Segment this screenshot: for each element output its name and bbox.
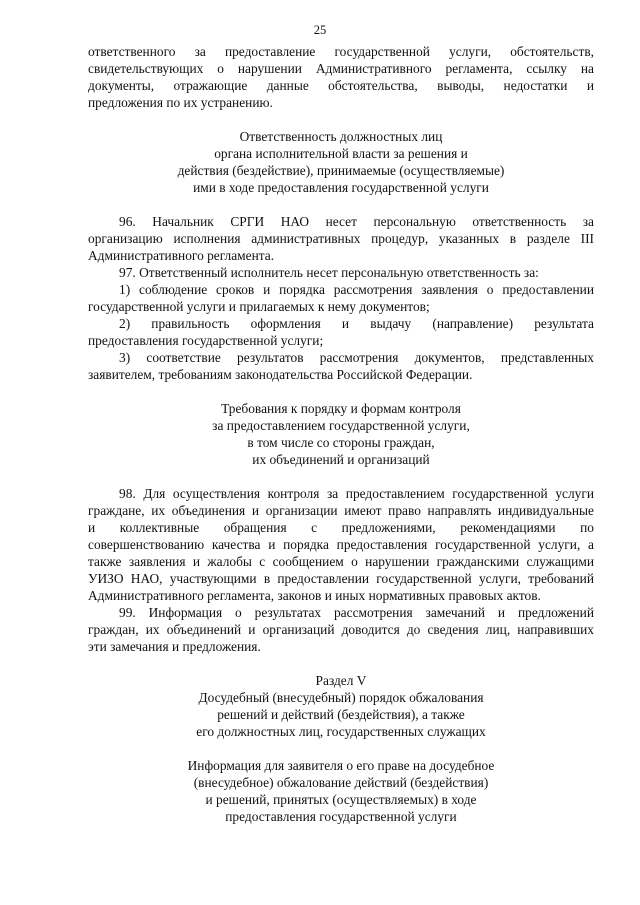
text-line: граждане, их объединения и организации имеют право направлять индивидуальные bbox=[88, 503, 594, 518]
heading-line: за предоставлением государственной услуги, bbox=[212, 418, 470, 433]
text-line: заявителем, требованиям законодательства Российской Федерации. bbox=[88, 367, 473, 382]
text-line: 97. Ответственный исполнитель несет персональную ответственность за: bbox=[119, 265, 539, 280]
heading-line: решений и действий (бездействия), а также bbox=[217, 707, 465, 722]
text-line: граждан, их объединений и организаций доводится до сведения лиц, направивших bbox=[88, 622, 594, 637]
heading-line: Информация для заявителя о его праве на досудебное bbox=[187, 758, 495, 773]
text-line: эти замечания и предложения. bbox=[88, 639, 261, 654]
text-line: государственной услуги и прилагаемых к нему документов; bbox=[88, 299, 430, 314]
heading-line: и решений, принятых (осуществляемых) в ходе bbox=[205, 792, 477, 807]
heading-line: Требования к порядку и формам контроля bbox=[221, 401, 461, 416]
text-line: Административного регламента. bbox=[88, 248, 275, 263]
heading-line: предоставления государственной услуги bbox=[225, 809, 457, 824]
heading-line: Раздел V bbox=[315, 673, 367, 688]
text-line: 98. Для осуществления контроля за предоставлением государственной услуги bbox=[119, 486, 594, 501]
text-line: ответственного за предоставление государственной услуги, обстоятельств, bbox=[88, 44, 594, 59]
text-line: и коллективные обращения с предложениями, рекомендациями по bbox=[88, 520, 594, 535]
text-line: УИЗО НАО, участвующими в предоставлении государственной услуги, требований bbox=[88, 571, 594, 586]
text-line: совершенствованию качества и порядка предоставления государственной услуги, а bbox=[88, 537, 594, 552]
heading-line: органа исполнительной власти за решения и bbox=[214, 146, 468, 161]
heading-line: его должностных лиц, государственных служащих bbox=[196, 724, 486, 739]
text-line: предложения по их устранению. bbox=[88, 95, 273, 110]
page-number: 25 bbox=[313, 23, 327, 37]
text-line: 1) соблюдение сроков и порядка рассмотрения заявления о предоставлении bbox=[119, 282, 594, 297]
text-line: Административного регламента, законов и иных нормативных правовых актов. bbox=[88, 588, 541, 603]
text-line: также заявления и жалобы с сообщением о нарушении гражданскими служащими bbox=[88, 554, 594, 569]
heading-line: действия (бездействие), принимаемые (осуществляемые) bbox=[177, 163, 505, 178]
heading-line: Досудебный (внесудебный) порядок обжалования bbox=[198, 690, 484, 705]
heading-line: (внесудебное) обжалование действий (бездействия) bbox=[193, 775, 489, 790]
heading-line: в том числе со стороны граждан, bbox=[247, 435, 435, 450]
heading-line: ими в ходе предоставления государственной услуги bbox=[193, 180, 489, 195]
text-line: свидетельствующих о нарушении Административного регламента, ссылку на bbox=[88, 61, 594, 76]
text-line: организацию исполнения административных процедур, указанных в разделе III bbox=[88, 231, 594, 246]
text-line: 99. Информация о результатах рассмотрения замечаний и предложений bbox=[119, 605, 594, 620]
heading-line: их объединений и организаций bbox=[252, 452, 430, 467]
text-line: 3) соответствие результатов рассмотрения документов, представленных bbox=[119, 350, 594, 365]
text-line: 96. Начальник СРГИ НАО несет персональную ответственность за bbox=[119, 214, 594, 229]
text-line: документы, отражающие данные обстоятельства, выводы, недостатки и bbox=[88, 78, 594, 93]
text-line: 2) правильность оформления и выдачу (направление) результата bbox=[119, 316, 594, 331]
heading-line: Ответственность должностных лиц bbox=[239, 129, 443, 144]
text-line: предоставления государственной услуги; bbox=[88, 333, 324, 348]
